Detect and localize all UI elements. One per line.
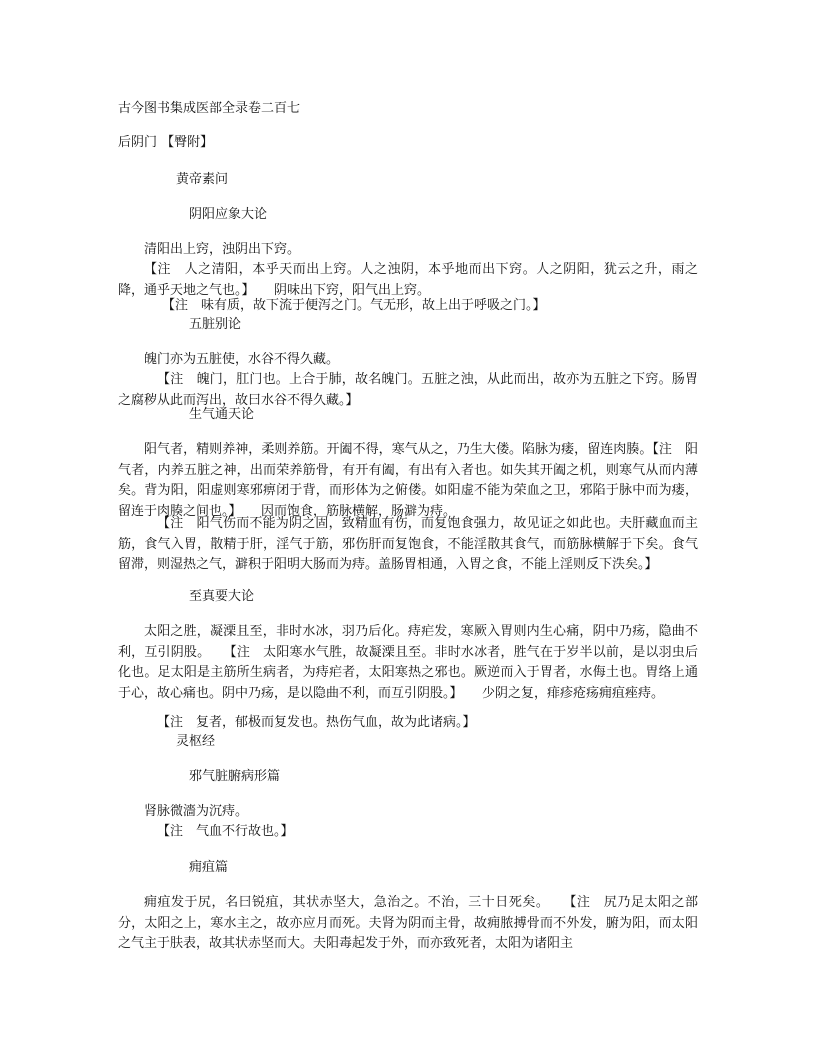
section-heading: 后阴门 【臀附】 xyxy=(118,135,214,150)
commentary-paragraph: 【注 气血不行故也。】 xyxy=(157,824,294,839)
chapter-title: 生气通天论 xyxy=(189,407,255,422)
text-paragraph: 阳气者，精则养神，柔则养筋。开阖不得，寒气从之，乃生大偻。陷脉为瘘，留连肉腠。【注 阳气者，内养五脏之神，出而荣养筋骨，有开有阖，有出有入者也。如失其开阖之机，则寒气从而内薄矣。背为阳，阳虚则寒邪痹闭于背，而形体为之俯偻。如阳虚不能为荣血之卫，邪陷于脉中而为瘘，留连于肉腠之间也。】 因而饱食，筋脉横解，肠澼为痔。 xyxy=(118,442,698,519)
commentary-paragraph: 【注 复者，郁极而复发也。热伤气血，故为此诸病。】 xyxy=(157,715,476,730)
text-paragraph: 痈疽发于尻，名曰锐疽，其状赤坚大，急治之。不治，三十日死矣。 【注 尻乃足太阳之部分，太阳之上，寒水主之，故亦应月而死。夫肾为阴而主骨，故痈脓搏骨而不外发，腑为阳，而太阳之气主于肤表，故其状赤坚而大。夫阳毒起发于外，而亦致死者，太阳为诸阳主 xyxy=(118,895,698,952)
text-paragraph: 清阳出上窍，浊阴出下窍。 xyxy=(144,242,301,257)
chapter-title: 至真要大论 xyxy=(189,589,255,604)
chapter-title: 痈疽篇 xyxy=(189,860,229,875)
text-paragraph: 魄门亦为五脏使，水谷不得久藏。 xyxy=(144,352,340,367)
document-title: 古今图书集成医部全录卷二百七 xyxy=(118,101,301,116)
source-title: 灵枢经 xyxy=(176,734,216,749)
chapter-title: 阴阳应象大论 xyxy=(189,207,268,222)
commentary-paragraph: 【注 味有质，故下流于便泻之门。气无形，故上出于呼吸之门。】 xyxy=(162,298,546,313)
commentary-paragraph: 【注 人之清阳，本乎天而出上窍。人之浊阴，本乎地而出下窍。人之阴阳，犹云之升，雨之降，通乎天地之气也。】 阴味出下窍，阳气出上窍。 xyxy=(118,262,698,298)
source-title: 黄帝素问 xyxy=(176,172,229,187)
text-paragraph: 太阳之胜，凝溧且至，非时水冰，羽乃后化。痔疟发，寒厥入胃则内生心痛，阴中乃疡，隐曲不利，互引阴股。 【注 太阳寒水气胜，故凝溧且至。非时水冰者，胜气在于岁半以前，是以羽虫后化也。足太阳是主筋所生病者，为痔疟者，太阳寒热之邪也。厥逆而入于胃者，水侮土也。胃络上通于心，故心痛也。阴中乃疡，是以隐曲不利，而互引阴股。】 少阴之复，痱疹疮疡痈疽痤痔。 xyxy=(118,624,698,701)
chapter-title: 五脏别论 xyxy=(189,317,242,332)
chapter-title: 邪气脏腑病形篇 xyxy=(189,769,281,784)
commentary-paragraph: 【注 魄门，肛门也。上合于肺，故名魄门。五脏之浊，从此而出，故亦为五脏之下窍。肠胃之腐秽从此而泻出，故曰水谷不得久藏。】 xyxy=(118,372,698,408)
commentary-paragraph: 【注 阳气伤而不能为阴之固，致精血有伤，而复饱食强力，故见证之如此也。夫肝藏血而主筋，食气入胃，散精于肝，淫气于筋，邪伤肝而复饱食，不能淫散其食气，而筋脉横解于下矣。食气留滞，则湿热之气，澼积于阳明大肠而为痔。盖肠胃相通，入胃之食，不能上淫则反下泆矣。】 xyxy=(118,516,698,573)
text-paragraph: 肾脉微濇为沉痔。 xyxy=(144,804,249,819)
